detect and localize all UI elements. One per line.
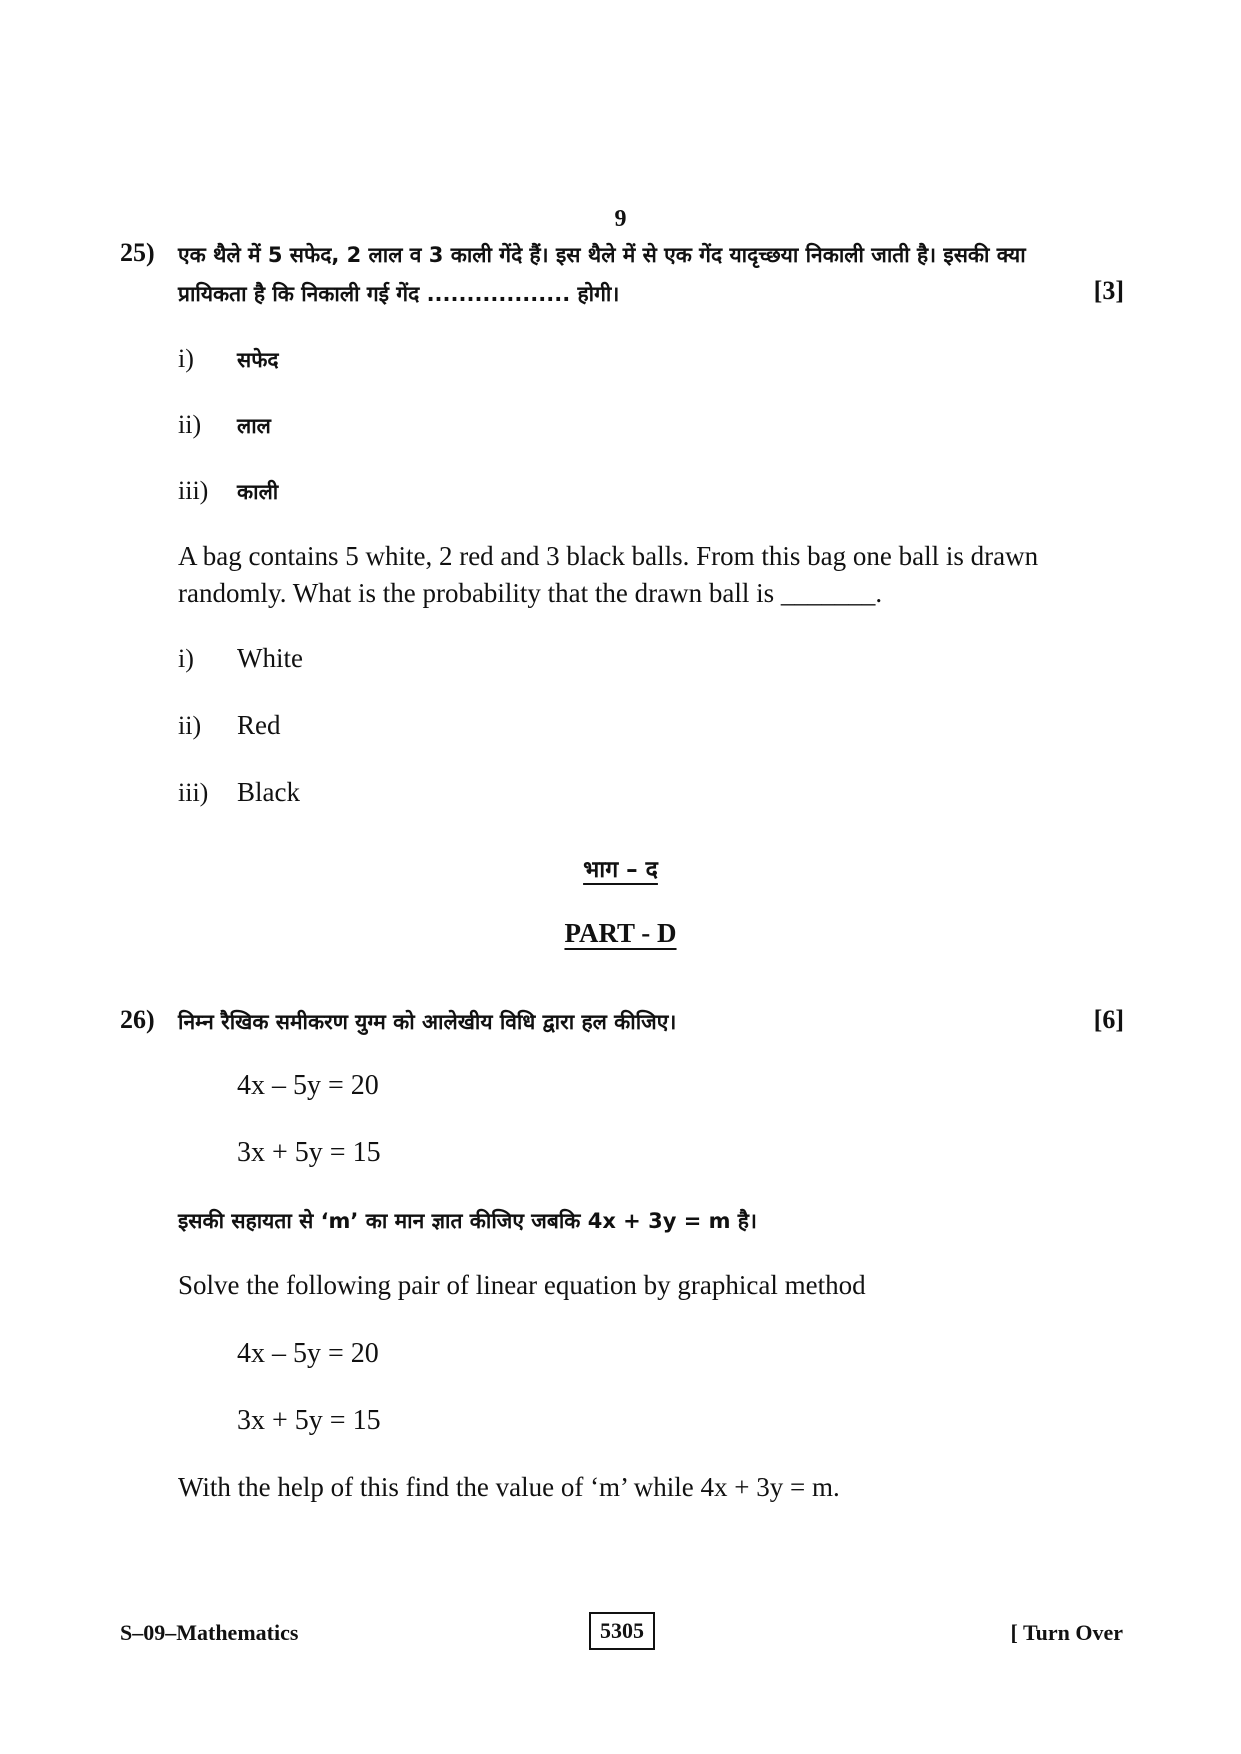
q26-english-followup: With the help of this find the value of ‘m’ while 4x + 3y = m. — [178, 1472, 840, 1502]
footer-paper-code: S–09–Mathematics — [120, 1620, 299, 1645]
equation: 3x + 5y = 15 — [237, 1137, 381, 1168]
q26-marks: [6] — [1093, 1005, 1124, 1034]
question-number-25: 25) — [120, 238, 155, 267]
q25-hindi-line-2: प्रायिकता है कि निकाली गई गेंद .................. होगी। — [178, 282, 620, 306]
section-title-hindi: भाग – द — [583, 857, 658, 883]
q26-hindi-followup: इसकी सहायता से ‘m’ का मान ज्ञात कीजिए जबकि 4x + 3y = m है। — [178, 1209, 757, 1233]
equation: 4x – 5y = 20 — [237, 1338, 379, 1369]
equation: 4x – 5y = 20 — [237, 1070, 379, 1101]
option-text: Red — [237, 710, 281, 740]
question-number-26: 26) — [120, 1005, 155, 1034]
section-title-english-wrap — [0, 918, 1241, 949]
option-text: काली — [237, 480, 279, 504]
option-text: White — [237, 643, 303, 673]
page-number: 9 — [614, 206, 627, 232]
equation: 3x + 5y = 15 — [237, 1405, 381, 1436]
option-text: Black — [237, 777, 300, 807]
option-number: i) — [178, 644, 194, 673]
q25-english-line-2: randomly. What is the probability that the drawn ball is _______. — [178, 578, 883, 608]
option-number: ii) — [178, 711, 202, 740]
option-text: लाल — [237, 414, 271, 438]
q25-hindi-line-1: एक थैले में 5 सफेद, 2 लाल व 3 काली गेंदे हैं। इस थैले में से एक गेंद यादृच्छया निकाली जाती है। इसकी क्या — [178, 243, 1026, 267]
q25-english-line-1: A bag contains 5 white, 2 red and 3 black balls. From this bag one ball is drawn — [178, 541, 1039, 571]
option-number: iii) — [178, 778, 209, 807]
footer-turn-over: [ Turn Over — [1010, 1620, 1123, 1645]
option-text: सफेद — [237, 348, 279, 372]
section-title-hindi-wrap — [0, 852, 1241, 884]
option-number: i) — [178, 344, 194, 373]
option-number: iii) — [178, 476, 209, 505]
q26-hindi-question: निम्न रैखिक समीकरण युग्म को आलेखीय विधि द्वारा हल कीजिए। — [178, 1010, 677, 1034]
footer-page-code: 5305 — [589, 1612, 655, 1650]
q25-marks: [3] — [1093, 276, 1124, 305]
q26-english-question: Solve the following pair of linear equation by graphical method — [178, 1270, 866, 1300]
section-title-english: PART - D — [564, 918, 677, 948]
option-number: ii) — [178, 410, 202, 439]
